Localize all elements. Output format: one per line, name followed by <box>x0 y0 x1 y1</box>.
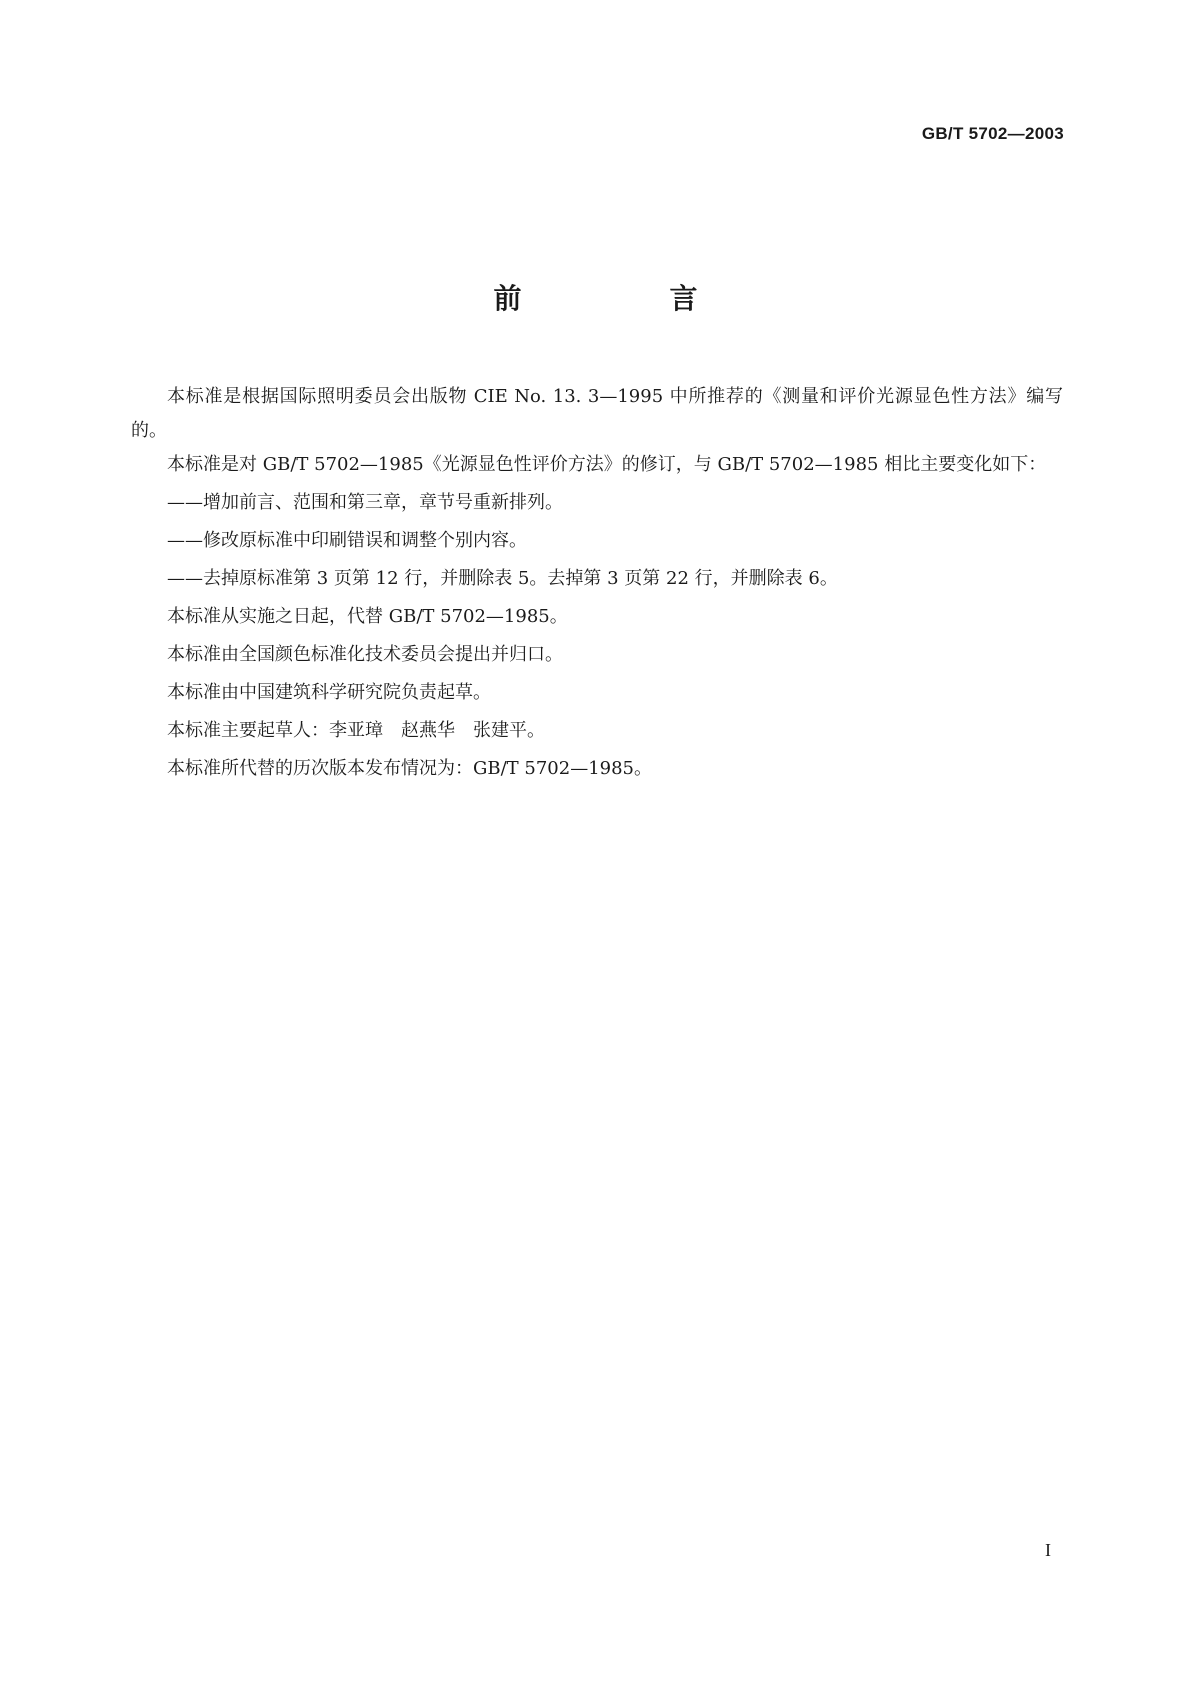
page-number: I <box>1045 1540 1051 1560</box>
change-item-3: ——去掉原标准第 3 页第 12 行，并删除表 5。去掉第 3 页第 22 行，并删除表 6。 <box>167 568 838 589</box>
paragraph-history: 本标准所代替的历次版本发布情况为：GB/T 5702—1985。 <box>167 758 653 779</box>
foreword-body <box>131 380 1063 786</box>
page-title: 前 言 <box>493 282 758 315</box>
change-item-1: ——增加前言、范围和第三章，章节号重新排列。 <box>167 492 563 513</box>
paragraph-replaces: 本标准从实施之日起，代替 GB/T 5702—1985。 <box>167 606 568 627</box>
paragraph-revision: 本标准是对 GB/T 5702—1985《光源显色性评价方法》的修订，与 GB/T 5702—1985 相比主要变化如下： <box>167 454 1047 475</box>
paragraph-proposer: 本标准由全国颜色标准化技术委员会提出并归口。 <box>167 644 563 665</box>
paragraph-drafting-org: 本标准由中国建筑科学研究院负责起草。 <box>167 682 491 703</box>
paragraph-drafters: 本标准主要起草人：李亚璋 赵燕华 张建平。 <box>167 720 545 741</box>
standard-code: GB/T 5702—2003 <box>921 124 1064 143</box>
paragraph-basis: 本标准是根据国际照明委员会出版物 CIE No. 13. 3—1995 中所推荐的《测量和评价光源显色性方法》编写的。 <box>131 386 1063 441</box>
change-item-2: ——修改原标准中印刷错误和调整个别内容。 <box>167 530 527 551</box>
